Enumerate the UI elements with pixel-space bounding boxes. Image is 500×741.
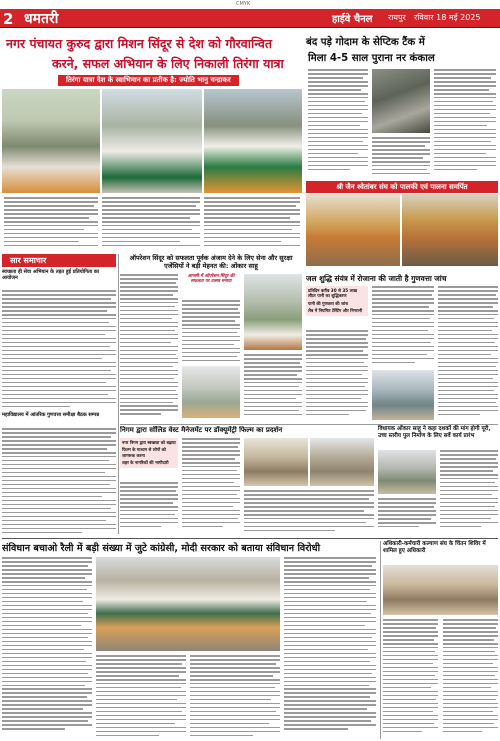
lead-headline-1: नगर पंचायत कुरुद द्वारा मिशन सिंदूर से देश को गौरवान्वित bbox=[6, 36, 273, 51]
lead-photo-2 bbox=[102, 89, 202, 193]
operation-body-col3 bbox=[244, 354, 302, 418]
samvidhan-body-col1 bbox=[2, 557, 92, 739]
lead-headline-2: करने, सफल अभियान के लिए निकाली तिरंगा यात्रा bbox=[52, 56, 284, 71]
film-body-col1 bbox=[120, 482, 178, 534]
lead-subhead: तिरंगा यात्रा देश के स्वाभिमान का प्रतीक है: ज्योति भानु चन्द्राकर bbox=[58, 75, 239, 86]
column-divider-1 bbox=[118, 254, 119, 534]
water-headline: जल शुद्धि संयंत्र में रोजाना की जाती है गुणवत्ता जांच bbox=[306, 274, 447, 283]
horizontal-rule-bottom bbox=[2, 538, 498, 539]
briefs-column bbox=[2, 254, 116, 536]
mla-headline: विधायक ओंकार साहू ने कहा दशकों की मांग होगी पूरी, उच्च स्तरीय पुल निर्माण के लिए सर्वे कार्य प्रारंभ bbox=[378, 426, 491, 439]
briefs-title: सार समाचार bbox=[2, 254, 116, 267]
officers-photo bbox=[383, 565, 498, 615]
lead-body-col3 bbox=[204, 197, 300, 251]
water-body-col2 bbox=[372, 286, 434, 366]
water-body-col3 bbox=[438, 286, 498, 420]
column-divider-bottom bbox=[380, 541, 381, 739]
film-bullet-3: शहर के नागरिकों की भागीदारी bbox=[122, 460, 169, 466]
mla-body-col2 bbox=[440, 450, 498, 534]
edition-date: रविवार 18 मई 2025 bbox=[414, 13, 481, 22]
film-story bbox=[120, 426, 374, 534]
mla-body-col1 bbox=[378, 498, 436, 534]
samvidhan-photo bbox=[96, 557, 280, 651]
officers-headline: अधिकारी-कर्मचारी कल्याण संघ के चिंतन शिविर में शामिल हुए अधिकारी bbox=[383, 541, 486, 554]
water-photo bbox=[372, 370, 434, 420]
film-headline: निगम द्वारा सॉलिड वेस्ट मैनेजमेंट पर डॉक्यूमेंट्री फिल्म का प्रदर्शन bbox=[120, 426, 283, 434]
godown-photo bbox=[372, 69, 430, 133]
film-bullets bbox=[120, 438, 178, 468]
godown-headline-1: बंद पड़े गोदाम के सेप्टिक टैंक में bbox=[306, 37, 425, 48]
operation-photo bbox=[244, 274, 302, 350]
water-body-col1 bbox=[306, 330, 368, 420]
lead-body-col2 bbox=[102, 197, 200, 251]
operation-story bbox=[120, 254, 302, 420]
officers-story bbox=[383, 541, 498, 739]
brand-name: हाईवे चैनल bbox=[332, 14, 373, 25]
water-story bbox=[306, 274, 498, 420]
operation-body-col1 bbox=[120, 274, 178, 418]
lead-body-col1 bbox=[4, 197, 98, 251]
mla-story bbox=[378, 426, 498, 534]
pallki-photo-1 bbox=[306, 194, 400, 266]
operation-headline: ऑपरेशन सिंदूर को सफलता पूर्वक अंजाम देने के लिए सेना और सुरक्षा एजेंसियों ने बड़ी मेहनत की: ओंकार साहू bbox=[129, 254, 293, 270]
mla-photo bbox=[378, 450, 436, 494]
film-body-col3 bbox=[244, 490, 374, 534]
officers-body-col1 bbox=[383, 619, 438, 739]
samvidhan-headline: संविधान बचाओ रैली में बड़ी संख्या में जुटे कांग्रेसी, मोदी सरकार को बताया संविधान विरोधी bbox=[2, 543, 321, 554]
film-photo-1 bbox=[244, 438, 308, 486]
godown-body-col2 bbox=[372, 137, 430, 177]
lead-story bbox=[2, 31, 302, 251]
operation-body-col2 bbox=[182, 300, 240, 364]
film-photo-2 bbox=[310, 438, 374, 486]
pallki-photo-2 bbox=[402, 194, 498, 266]
water-bullet-1: प्रतिदिन करीब 30 से 35 लाख लीटर पानी का शुद्धिकरण bbox=[308, 288, 358, 299]
film-bullet-1: नगर निगम द्वारा स्वच्छता को बढ़ावा bbox=[122, 440, 176, 445]
cmyk-mark: CMYK bbox=[236, 1, 251, 7]
film-bullet-2: फिल्म के माध्यम से लोगों को जागरूक करना bbox=[122, 447, 166, 458]
samvidhan-body-col3 bbox=[190, 655, 280, 739]
brief2-title: महाविद्यालय में आंतरिक गुणवत्ता समीक्षा बैठक सम्पन्न bbox=[2, 412, 100, 418]
samvidhan-story bbox=[2, 541, 378, 739]
pallki-caption: श्री जैन श्वेतांबर संघ को पालकी एवं पालना समर्पित bbox=[306, 181, 498, 193]
masthead bbox=[0, 0, 500, 30]
godown-body-col3 bbox=[434, 69, 496, 177]
operation-pullquote: आपसी में ऑपरेशन सिंदूर की सफलता पर उत्सव मनाया bbox=[187, 274, 235, 285]
brief1-body bbox=[2, 290, 116, 408]
water-bullet-2: पानी की गुणवत्ता की जांच bbox=[308, 300, 348, 306]
brief1-title: स्वच्छता ही सेवा अभियान के तहत हुई प्रतियोगिता का आयोजन bbox=[2, 269, 100, 282]
officers-body-col2 bbox=[443, 619, 498, 739]
godown-body-col1 bbox=[308, 69, 368, 177]
section-name: धमतरी bbox=[24, 11, 59, 27]
horizontal-rule-mid bbox=[120, 424, 498, 425]
operation-photo-2 bbox=[182, 366, 240, 418]
page-number: 2 bbox=[3, 10, 14, 28]
godown-story bbox=[306, 31, 498, 271]
samvidhan-body-col4 bbox=[284, 557, 376, 739]
lead-photo-3 bbox=[204, 89, 302, 193]
city-name: रायपुर bbox=[388, 13, 406, 22]
water-bullets bbox=[306, 286, 368, 316]
samvidhan-body-col2 bbox=[96, 655, 186, 739]
film-body-col2 bbox=[182, 438, 240, 534]
lead-photo-1 bbox=[2, 89, 100, 193]
brief2-body bbox=[2, 428, 116, 536]
water-bullet-3: लैब में नियमित टेस्टिंग और निगरानी bbox=[308, 308, 363, 314]
godown-headline-2: मिला 4-5 साल पुराना नर कंकाल bbox=[308, 53, 435, 64]
